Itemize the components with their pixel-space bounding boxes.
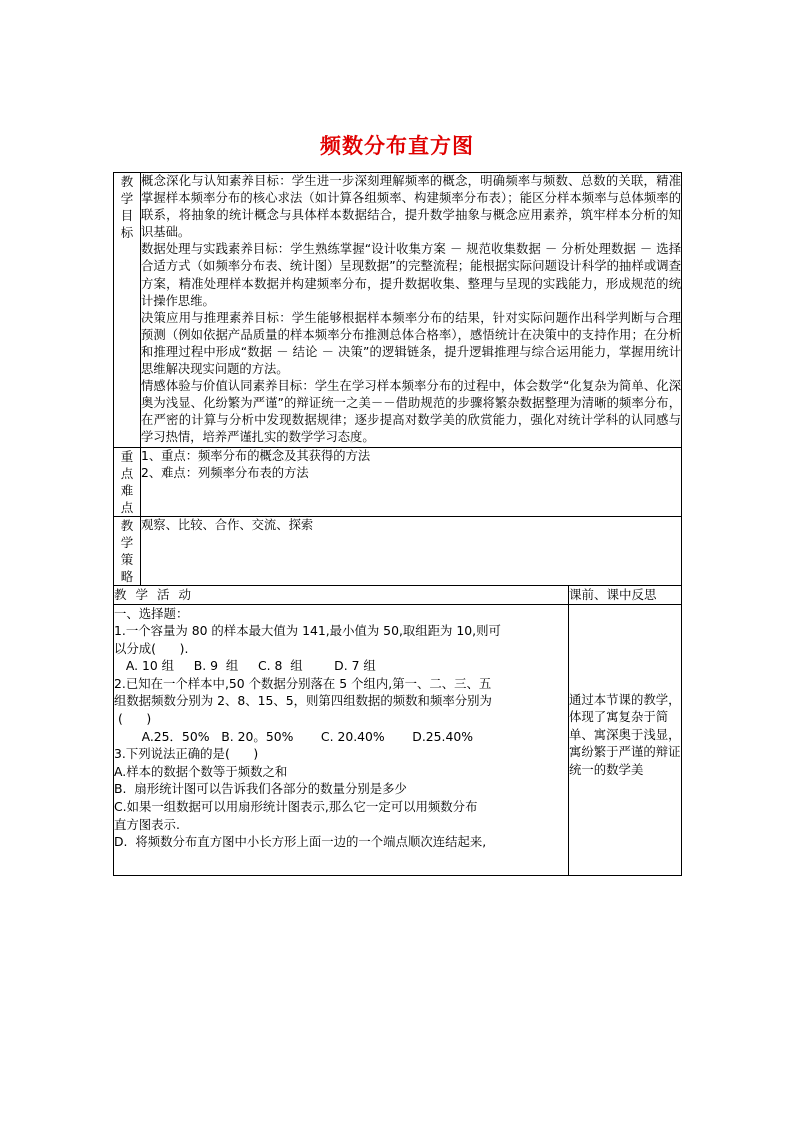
label-char: 策 xyxy=(120,551,134,567)
objective-paragraph: 决策应用与推理素养目标：学生能够根据样本频率分布的结果，针对实际问题作出科学判断与合理预测（例如依据产品质量的样本频率分布推测总体合格率），感悟统计在决策中的支持作用；在分析和推理过程中形成“数据 － 结论 － 决策”的逻辑链条，提升逻辑推理与综合运用能力，掌握用统计思维解决现实问题的方法。 xyxy=(141,310,681,377)
page-title: 频数分布直方图 xyxy=(320,134,474,158)
table-row-objectives xyxy=(114,173,682,448)
activity-line: D. 将频数分布直方图中小长方形上面一边的一个端点顺次连结起来, xyxy=(114,834,487,850)
objectives-content xyxy=(141,173,682,448)
row-label-strategy xyxy=(114,516,141,585)
activity-line: 组数据频数分别为 2、8、15、5，则第四组数据的频数和频率分别为 xyxy=(114,693,492,709)
reflection-spacer xyxy=(569,605,681,691)
label-char: 标 xyxy=(120,225,134,240)
activity-line: C.如果一组数据可以用扇形统计图表示,那么它一定可以用频数分布 xyxy=(114,799,478,815)
activity-header-right: 课前、课中反思 xyxy=(569,585,682,604)
objective-paragraph: 概念深化与认知素养目标：学生进一步深刻理解频率的概念，明确频率与频数、总数的关联，精准掌握样本频率分布的核心求法（如计算各组频率、构建频率分布表）；能区分样本频率与总体频率的联系，将抽象的统计概念与具体样本数据结合，提升数学抽象与概念应用素养，筑牢样本分析的知识基础。 xyxy=(141,174,681,240)
label-char: 教 xyxy=(120,174,134,189)
activity-line: 一、选择题： xyxy=(114,605,189,621)
activity-line: A.25．50% B. 20。50% C. 20.40% D.25.40% xyxy=(114,728,474,744)
reflection-text: 通过本节课的教学，体现了寓复杂于简单、寓深奥于浅显，寓纷繁于严谨的辩证统一的数学美 xyxy=(569,691,681,777)
activity-line: B. 扇形统计图可以告诉我们各部分的数量分别是多少 xyxy=(114,781,407,797)
table-row-strategy xyxy=(114,516,682,585)
activity-line: 以分成( ). xyxy=(114,640,189,656)
activity-line: 3.下列说法正确的是( ) xyxy=(114,746,259,762)
table-row-key-points xyxy=(114,447,682,516)
activity-line: A.样本的数据个数等于频数之和 xyxy=(114,763,288,779)
label-char: 目 xyxy=(120,208,134,223)
label-char: 略 xyxy=(120,568,134,584)
label-char: 教 xyxy=(120,517,134,533)
label-char: 难 xyxy=(120,482,134,498)
row-label-key-points xyxy=(114,447,141,516)
reflection-content xyxy=(569,604,682,875)
key-points-content xyxy=(141,447,682,516)
label-char: 学 xyxy=(120,534,134,550)
activity-header-char: 教 xyxy=(114,586,136,602)
activity-header-char: 活 xyxy=(157,586,179,602)
activity-line: ( ) xyxy=(114,711,152,727)
label-char: 点 xyxy=(120,499,134,515)
key-point-line: 1、重点：频率分布的概念及其获得的方法 xyxy=(141,448,371,463)
table-row-activity-body xyxy=(114,604,682,875)
activity-header-char: 动 xyxy=(178,586,192,602)
lesson-plan-table xyxy=(113,172,682,876)
objective-paragraph: 情感体验与价值认同素养目标：学生在学习样本频率分布的过程中，体会数学“化复杂为简单、化深奥为浅显、化纷繁为严谨”的辩证统一之美－－借助规范的步骤将繁杂数据整理为清晰的频率分布，在严密的计算与分析中发现数据规律；逐步提高对数学美的欣赏能力，强化对统计学科的认同感与学习热情，培养严谨扎实的数学学习态度。 xyxy=(141,379,681,445)
objective-paragraph: 数据处理与实践素养目标：学生熟练掌握“设计收集方案 － 规范收集数据 － 分析处理数据 － 选择合适方式（如频率分布表、统计图）呈现数据”的完整流程；能根据实际问题设计科学的抽样或调查方案，精准处理样本数据并构建频率分布，提升数据收集、整理与呈现的实践能力，形成规范的统计操作思维。 xyxy=(141,242,681,308)
row-label-objectives xyxy=(114,173,141,448)
label-char: 学 xyxy=(120,191,134,206)
activity-line: A. 10 组 B. 9 组 C. 8 组 D. 7 组 xyxy=(114,658,376,674)
table-row-activity-header xyxy=(114,585,682,604)
label-char: 重 xyxy=(120,448,134,464)
activity-header-left xyxy=(114,585,569,604)
key-point-line: 2、难点：列频率分布表的方法 xyxy=(141,465,309,480)
activity-line: 直方图表示. xyxy=(114,816,180,832)
activity-header-char: 学 xyxy=(135,586,158,602)
activity-line: 1.一个容量为 80 的样本最大值为 141,最小值为 50,取组距为 10,则可 xyxy=(114,623,501,639)
label-char: 点 xyxy=(120,465,134,481)
activity-line: 2.已知在一个样本中,50 个数据分别落在 5 个组内,第一、二、三、五 xyxy=(114,675,492,691)
strategy-content: 观察、比较、合作、交流、探索 xyxy=(141,516,682,585)
activity-body-content xyxy=(114,604,569,875)
